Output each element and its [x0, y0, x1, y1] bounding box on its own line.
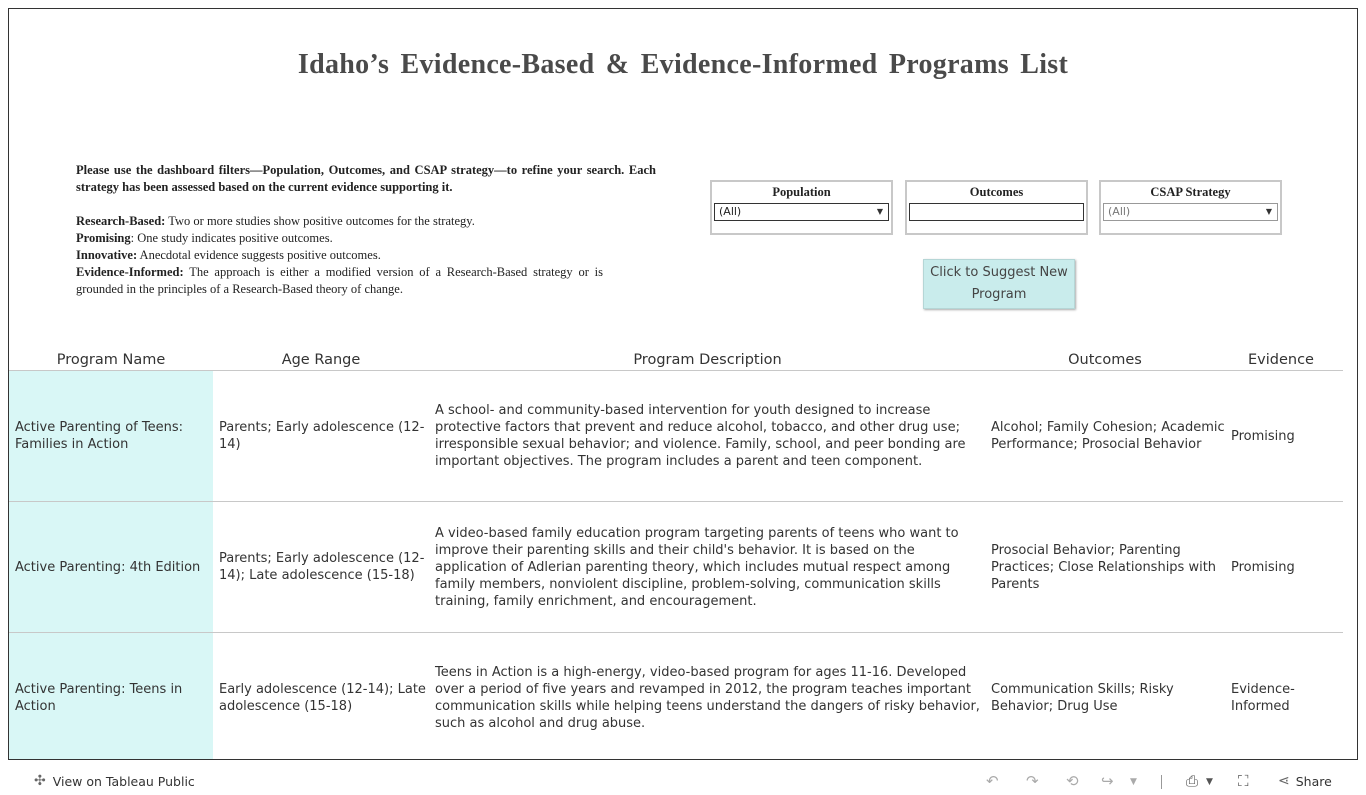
population-filter-label: Population [772, 185, 831, 199]
definition-research-based [76, 213, 656, 230]
csap-dropdown[interactable] [1103, 203, 1278, 221]
redo-icon[interactable]: ↷ [1026, 772, 1039, 790]
fullscreen-icon[interactable]: ⛶ [1238, 772, 1249, 790]
outcomes-filter-label: Outcomes [969, 185, 1024, 199]
dashboard-title: Idaho’s Evidence-Based & Evidence-Informed Programs List [297, 49, 1069, 80]
csap-filter [1099, 180, 1282, 235]
cell-outcomes: Prosocial Behavior; Parenting Practices; Close Relationships with Parents [991, 542, 1217, 592]
cell-outcomes: Communication Skills; Risky Behavior; Drug Use [991, 682, 1174, 714]
population-filter [710, 180, 893, 235]
share-button[interactable] [1278, 773, 1332, 789]
cell-age-range: Parents; Early adolescence (12-14) [219, 420, 425, 452]
definition-promising [76, 230, 656, 247]
cell-outcomes: Alcohol; Family Cohesion; Academic Performance; Prosocial Behavior [991, 420, 1225, 452]
table-row[interactable] [9, 502, 1343, 632]
header-outcomes: Outcomes [1068, 352, 1142, 368]
chevron-down-icon[interactable]: ▼ [1130, 777, 1137, 787]
cell-age-range: Early adolescence (12-14); Late adolescence (15-18) [219, 682, 426, 714]
view-on-tableau-label: View on Tableau Public [52, 773, 195, 789]
header-evidence: Evidence [1248, 352, 1314, 368]
toolbar-separator [1161, 775, 1162, 789]
dashboard-frame [8, 8, 1358, 760]
cell-description: A school- and community-based intervention for youth designed to increase protective factors that prevent and reduce alcohol, tobacco, and other drug use; irresponsible sexual behavior; and violence. Family, school, and peer bonding are important objectives. The program includes a parent and teen component. [435, 403, 966, 469]
cell-evidence: Evidence-Informed [1231, 682, 1295, 714]
intro-text [76, 162, 656, 298]
definition-term: Innovative: [76, 248, 138, 262]
definition-evidence-informed [76, 264, 603, 298]
tableau-toolbar [0, 760, 1366, 795]
cell-evidence: Promising [1231, 559, 1295, 575]
revert-icon[interactable]: ⟲ [1066, 772, 1079, 790]
table-row[interactable] [9, 371, 1343, 501]
chevron-down-icon[interactable]: ▼ [1206, 777, 1213, 787]
header-program-name: Program Name [56, 352, 166, 368]
csap-filter-label: CSAP Strategy [1150, 185, 1231, 199]
tableau-icon: ✣ [34, 773, 46, 789]
dropdown-arrow-icon: ▼ [1265, 207, 1272, 216]
population-dropdown[interactable] [714, 203, 889, 221]
cell-age-range: Parents; Early adolescence (12-14); Late adolescence (15-18) [219, 551, 425, 583]
cell-evidence: Promising [1231, 428, 1295, 444]
definition-text: The approach is either a modified version of a Research-Based strategy or is grounded in the principles of a Research-Based theory of change. [76, 265, 603, 296]
definition-text: : One study indicates positive outcomes. [130, 231, 333, 245]
definition-text: Anecdotal evidence suggests positive outcomes. [137, 248, 381, 262]
share-icon: ⋖ [1278, 773, 1290, 789]
definition-text: Two or more studies show positive outcomes for the strategy. [165, 214, 475, 228]
cell-program-name: Active Parenting: 4th Edition [15, 559, 201, 575]
population-value: (All) [719, 205, 742, 218]
share-label: Share [1295, 773, 1332, 789]
definition-innovative [76, 247, 656, 264]
header-program-description: Program Description [633, 352, 782, 368]
cell-program-name: Active Parenting: Teens in Action [15, 682, 183, 714]
definition-term: Research-Based: [76, 214, 166, 228]
outcomes-input[interactable] [909, 203, 1084, 221]
intro-lead: Please use the dashboard filters—Population, Outcomes, and CSAP strategy—to refine your search. Each strategy has been assessed based on the current evidence supporting it. [76, 163, 656, 194]
cell-program-name: Active Parenting of Teens: Families in Action [15, 420, 183, 452]
refresh-icon[interactable]: ↪ [1101, 772, 1114, 790]
table-row[interactable] [9, 633, 1343, 760]
csap-value: (All) [1108, 205, 1131, 218]
undo-icon[interactable]: ↶ [986, 772, 999, 790]
definition-term: Promising [76, 231, 131, 245]
view-on-tableau-link[interactable] [34, 773, 195, 789]
cell-description: A video-based family education program targeting parents of teens who want to improve their parenting skills and their child's behavior. It is based on the application of Adlerian parenting theory, which includes mutual respect among family members, nonviolent discipline, problem-solving, communication skills training, family enrichment, and encouragement. [435, 525, 959, 609]
suggest-program-button[interactable]: Click to Suggest New Program [923, 259, 1075, 309]
dropdown-arrow-icon: ▼ [876, 207, 883, 216]
definition-term: Evidence-Informed: [76, 265, 184, 279]
outcomes-filter [905, 180, 1088, 235]
download-icon[interactable]: ⎙ [1186, 772, 1199, 790]
header-age-range: Age Range [281, 352, 361, 368]
cell-description: Teens in Action is a high-energy, video-based program for ages 11-16. Developed over a period of five years and revamped in 2012, the program teaches important communication skills while helping teens understand the dangers of risky behavior, such as alcohol and drug abuse. [435, 665, 980, 731]
